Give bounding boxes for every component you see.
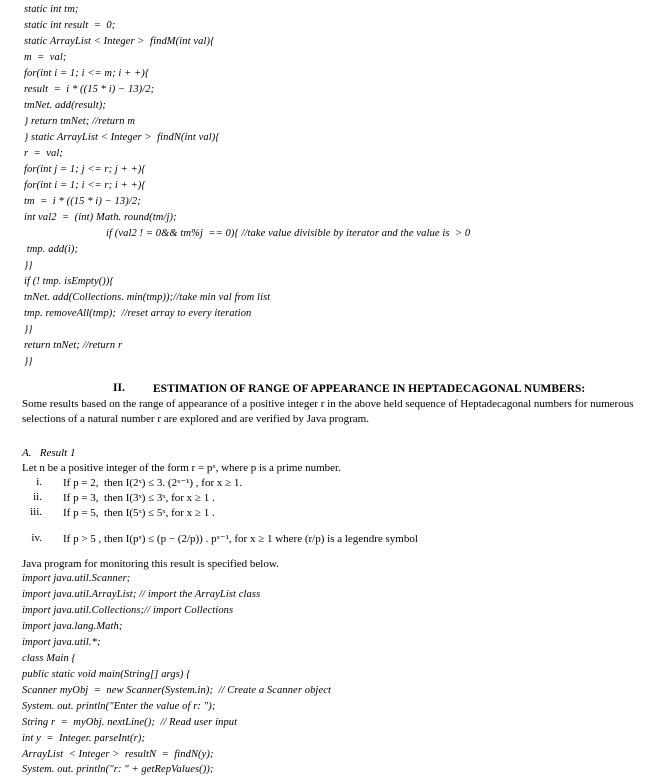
result-statement: Let n be a positive integer of the form r = pˣ, where p is a prime number. xyxy=(22,462,341,474)
code-line: class Main { xyxy=(22,653,76,664)
item-number: ii. xyxy=(33,491,42,503)
item-number: iii. xyxy=(30,506,42,518)
section-number: II. xyxy=(113,382,125,394)
code-line: Scanner myObj = new Scanner(System.in); // Create a Scanner object xyxy=(22,685,331,696)
section-intro: Some results based on the range of appearance of a positive integer r in the above held sequence of Heptadecagonal numbers for numerous selections of a natural number r are explored and are verified by Java program. xyxy=(22,398,634,425)
code-line: } return tmNet; //return m xyxy=(24,116,136,127)
code-line: import java.util.Collections;// import Collections xyxy=(22,605,234,616)
code-line: int y = Integer. parseInt(r); xyxy=(22,733,146,744)
code-line: static int tm; xyxy=(24,4,79,15)
result-item: If p = 2, then I(2ˣ) ≤ 3. (2ˣ⁻¹) , for x ≥ 1. xyxy=(63,477,243,489)
section-title: ESTIMATION OF RANGE OF APPEARANCE IN HEPTADECAGONAL NUMBERS: xyxy=(153,383,586,395)
code-line: }} xyxy=(24,356,33,367)
code-line: import java.util.Scanner; xyxy=(22,573,131,584)
code-line: for(int i = 1; i <= r; i + +){ xyxy=(24,180,146,191)
code-line: result = i * ((15 * i) − 13)/2; xyxy=(24,84,155,95)
result-item: If p = 5, then I(5ˣ) ≤ 5ˣ, for x ≥ 1 . xyxy=(63,507,215,519)
code-line: String r = myObj. nextLine(); // Read user input xyxy=(22,717,238,728)
code-line: if (val2 ! = 0&& tm%j == 0){ //take value divisible by iterator and the value is > 0 xyxy=(106,228,471,239)
code-line: tmNet. add(result); xyxy=(24,100,106,111)
result-item: If p > 5 , then I(pˣ) ≤ (p − (2/p)) . pˣ⁻¹, for x ≥ 1 where (r/p) is a legendre symbol xyxy=(63,533,418,545)
result-item: If p = 3, then I(3ˣ) ≤ 3ˣ, for x ≥ 1 . xyxy=(63,492,215,504)
code-line: tm = i * ((15 * i) − 13)/2; xyxy=(24,196,141,207)
code-line: } static ArrayList < Integer > findN(int val){ xyxy=(24,132,220,143)
code-line: tmp. removeAll(tmp); //reset array to every iteration xyxy=(24,308,252,319)
item-number: i. xyxy=(36,476,42,488)
code-line: for(int i = 1; i <= m; i + +){ xyxy=(24,68,150,79)
code-line: tmp. add(i); xyxy=(24,244,79,255)
code-line: public static void main(String[] args) { xyxy=(22,669,191,680)
code-line: static int result = 0; xyxy=(24,20,116,31)
program-intro: Java program for monitoring this result is specified below. xyxy=(22,558,279,570)
code-line: int val2 = (int) Math. round(tm/j); xyxy=(24,212,177,223)
code-line: System. out. println("r: " + getRepValues()); xyxy=(22,764,214,775)
code-line: import java.lang.Math; xyxy=(22,621,123,632)
code-line: for(int j = 1; j <= r; j + +){ xyxy=(24,164,146,175)
item-number: iv. xyxy=(31,532,42,544)
code-line: import java.util.*; xyxy=(22,637,101,648)
code-line: r = val; xyxy=(24,148,63,159)
code-line: static ArrayList < Integer > findM(int val){ xyxy=(24,36,215,47)
code-line: }} xyxy=(24,260,33,271)
code-line: return tnNet; //return r xyxy=(24,340,123,351)
code-line: ArrayList < Integer > resultN = findN(y); xyxy=(22,749,214,760)
code-line: }} xyxy=(24,324,33,335)
code-line: tnNet. add(Collections. min(tmp));//take min val from list xyxy=(24,292,271,303)
code-line: if (! tmp. isEmpty()){ xyxy=(24,276,114,287)
code-line: import java.util.ArrayList; // import the ArrayList class xyxy=(22,589,261,600)
result-heading: A. Result 1 xyxy=(22,447,76,459)
code-line: System. out. println("Enter the value of r: "); xyxy=(22,701,216,712)
code-line: m = val; xyxy=(24,52,67,63)
